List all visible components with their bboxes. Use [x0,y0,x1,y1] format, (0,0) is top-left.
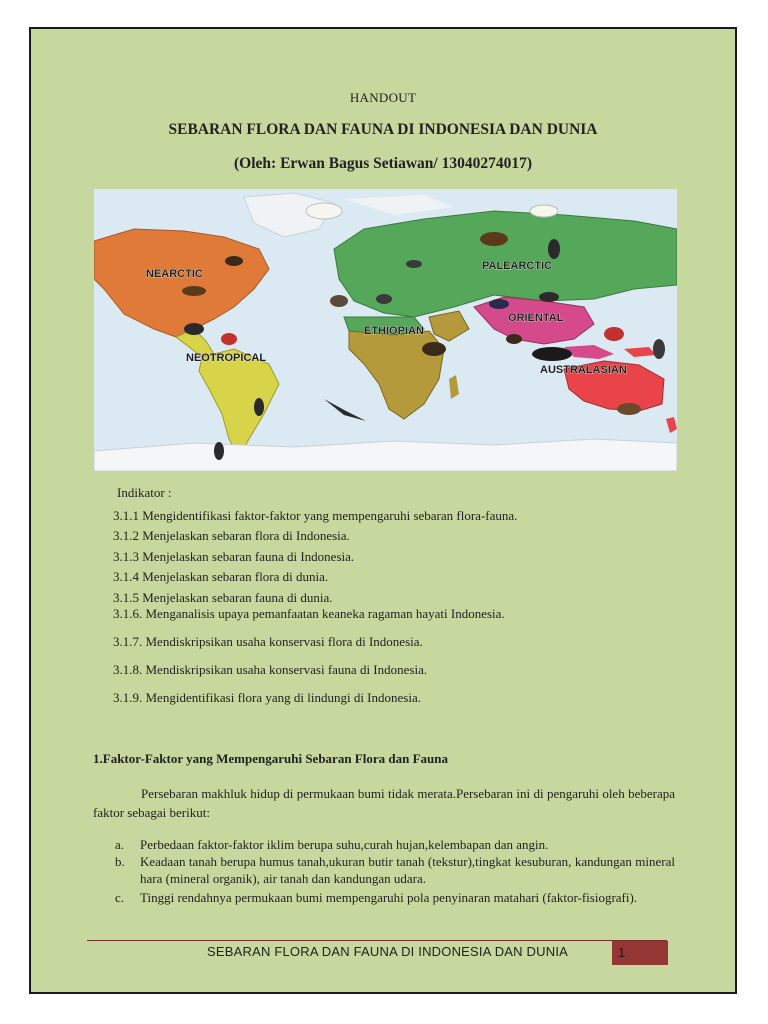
label-palearctic: PALEARCTIC [482,260,553,272]
zoogeographic-world-map [94,189,677,471]
bird-icon [406,260,422,268]
bird-icon [489,299,509,309]
bird-icon [532,347,572,361]
list-marker: b. [115,854,125,869]
bird-icon [506,334,522,344]
indikator-item: 3.1.4 Menjelaskan sebaran flora di dunia. [113,569,329,584]
indikator-item: 3.1.9. Mengidentifikasi flora yang di lindungi di Indonesia. [113,690,421,705]
label-oriental: ORIENTAL [508,312,564,324]
list-item [93,853,675,887]
world-map-illustration [94,189,677,471]
section-paragraph: Persebaran makhluk hidup di permukaan bumi tidak merata.Persebaran ini di pengaruhi oleh beberapa faktor sebagai berikut: [93,786,675,820]
indikator-item: 3.1.1 Mengidentifikasi faktor-faktor yang mempengaruhi sebaran flora-fauna. [113,508,518,523]
handout-label: HANDOUT [349,90,417,105]
label-australasian: AUSTRALASIAN [540,364,627,376]
snowy-owl-icon [306,203,342,219]
list-text: Tinggi rendahnya permukaan bumi mempengaruhi pola penyinaran matahari (faktor-fisiografi). [140,890,638,905]
kiwi-icon [617,403,641,415]
indikator-item: 3.1.7. Mendiskripsikan usaha konservasi flora di Indonesia. [113,634,423,649]
footer-title: SEBARAN FLORA DAN FAUNA DI INDONESIA DAN DUNIA [207,944,568,959]
document-page [29,27,737,994]
indikator-item: 3.1.2 Menjelaskan sebaran flora di Indonesia. [113,528,350,543]
eagle-icon [480,232,508,246]
section-heading: 1.Faktor-Faktor yang Mempengaruhi Sebaran Flora dan Fauna [93,751,448,766]
indikator-item: 3.1.6. Menganalisis upaya pemanfaatan keaneka ragaman hayati Indonesia. [113,606,505,621]
penguin-icon [254,398,264,416]
list-item [93,889,675,906]
indikator-item: 3.1.8. Mendiskripsikan usaha konservasi fauna di Indonesia. [113,662,428,677]
list-marker: a. [115,837,125,852]
footer-divider [87,940,667,941]
antarctica [94,439,677,471]
list-text: Perbedaan faktor-faktor iklim berupa suhu,curah hujan,kelembapan dan angin. [140,837,549,852]
bird-icon [182,286,206,296]
list-text: Keadaan tanah berupa humus tanah,ukuran butir tanah (tekstur),tingkat kesuburan, kandungan mineral hara (mineral organik), air tanah dan kandungan udara. [140,854,675,886]
bird-icon [530,205,558,217]
list-marker: c. [115,890,125,905]
document-title: SEBARAN FLORA DAN FAUNA DI INDONESIA DAN DUNIA [168,121,598,138]
bird-icon [376,294,392,304]
parrot-icon [221,333,237,345]
label-ethiopian: ETHIOPIAN [364,325,424,337]
label-nearctic: NEARCTIC [146,268,203,280]
bird-icon [225,256,243,266]
bird-icon [548,239,560,259]
toucan-icon [184,323,204,335]
bird-icon [330,295,348,307]
indikator-item: 3.1.3 Menjelaskan sebaran fauna di Indonesia. [113,549,355,564]
bird-icon [653,339,665,359]
page-number: 1 [612,941,668,965]
indikator-item: 3.1.5 Menjelaskan sebaran fauna di dunia. [113,590,333,605]
bird-icon [539,292,559,302]
list-item [93,836,675,853]
penguin-icon [214,442,224,460]
label-neotropical: NEOTROPICAL [186,352,267,364]
bird-icon [604,327,624,341]
ostrich-icon [422,342,446,356]
indikator-heading: Indikator : [117,485,172,500]
author-line: (Oleh: Erwan Bagus Setiawan/ 13040274017) [234,155,532,172]
